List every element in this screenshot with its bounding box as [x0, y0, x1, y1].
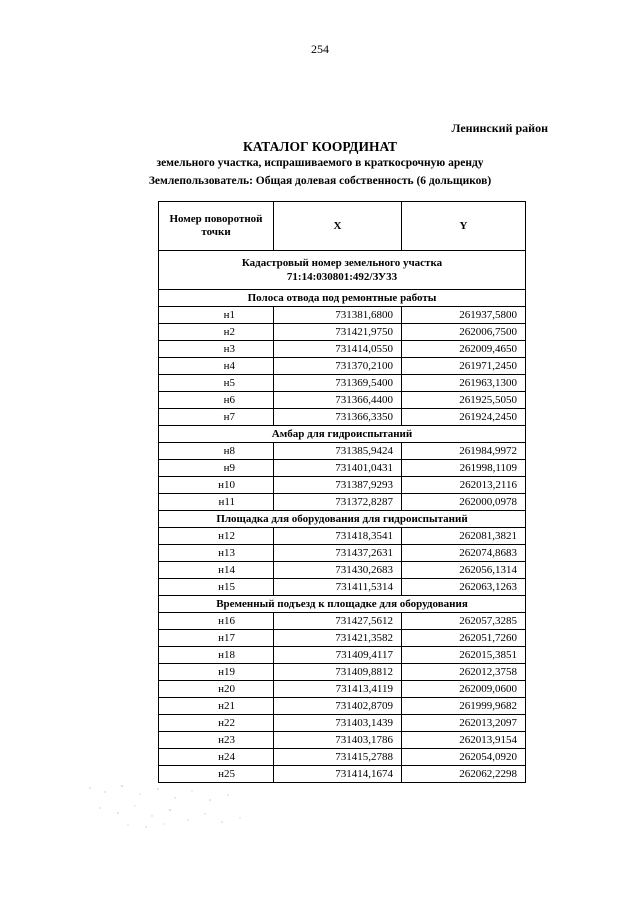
y-coordinate-cell: 261925,5050	[402, 392, 526, 409]
y-coordinate-cell: 262009,4650	[402, 341, 526, 358]
table-row	[159, 749, 526, 766]
y-coordinate-cell: 262013,2097	[402, 715, 526, 732]
table-row	[159, 494, 526, 511]
point-number-cell: н22	[159, 715, 274, 732]
y-coordinate-cell: 261999,9682	[402, 698, 526, 715]
x-coordinate-cell: 731366,4400	[274, 392, 402, 409]
y-coordinate-cell: 262056,1314	[402, 562, 526, 579]
x-coordinate-cell: 731385,9424	[274, 443, 402, 460]
point-number-cell: н3	[159, 341, 274, 358]
point-number-cell: н9	[159, 460, 274, 477]
x-coordinate-cell: 731402,8709	[274, 698, 402, 715]
y-coordinate-cell: 261963,1300	[402, 375, 526, 392]
y-coordinate-cell: 262063,1263	[402, 579, 526, 596]
section-title: Полоса отвода под ремонтные работы	[159, 290, 526, 307]
coordinates-table	[158, 201, 526, 783]
x-coordinate-cell: 731415,2788	[274, 749, 402, 766]
x-coordinate-cell: 731413,4119	[274, 681, 402, 698]
y-coordinate-cell: 262009,0600	[402, 681, 526, 698]
x-coordinate-cell: 731403,1786	[274, 732, 402, 749]
x-coordinate-cell: 731401,0431	[274, 460, 402, 477]
section-title: Площадка для оборудования для гидроиспытаний	[159, 511, 526, 528]
x-coordinate-cell: 731387,9293	[274, 477, 402, 494]
y-coordinate-cell: 262054,0920	[402, 749, 526, 766]
x-coordinate-cell: 731409,4117	[274, 647, 402, 664]
x-coordinate-cell: 731430,2683	[274, 562, 402, 579]
table-row	[159, 358, 526, 375]
point-number-cell: н4	[159, 358, 274, 375]
y-coordinate-cell: 262013,9154	[402, 732, 526, 749]
table-row	[159, 698, 526, 715]
y-coordinate-cell: 262057,3285	[402, 613, 526, 630]
table-row	[159, 409, 526, 426]
section-row	[159, 596, 526, 613]
point-number-cell: н7	[159, 409, 274, 426]
x-coordinate-cell: 731411,5314	[274, 579, 402, 596]
x-coordinate-cell: 731381,6800	[274, 307, 402, 324]
x-coordinate-cell: 731427,5612	[274, 613, 402, 630]
point-number-cell: н6	[159, 392, 274, 409]
point-number-cell: н24	[159, 749, 274, 766]
y-coordinate-cell: 261998,1109	[402, 460, 526, 477]
document-subtitle: земельного участка, испрашиваемого в краткосрочную аренду	[156, 157, 484, 169]
y-coordinate-cell: 261924,2450	[402, 409, 526, 426]
table-row	[159, 562, 526, 579]
y-coordinate-cell: 262013,2116	[402, 477, 526, 494]
table-row	[159, 341, 526, 358]
header-point-number: Номер поворотной точки	[159, 202, 274, 251]
point-number-cell: н25	[159, 766, 274, 783]
x-coordinate-cell: 731372,8287	[274, 494, 402, 511]
page-number: 254	[311, 42, 329, 56]
table-row	[159, 443, 526, 460]
table-row	[159, 630, 526, 647]
x-coordinate-cell: 731409,8812	[274, 664, 402, 681]
x-coordinate-cell: 731421,9750	[274, 324, 402, 341]
table-row	[159, 460, 526, 477]
y-coordinate-cell: 262006,7500	[402, 324, 526, 341]
x-coordinate-cell: 731369,5400	[274, 375, 402, 392]
point-number-cell: н18	[159, 647, 274, 664]
table-row	[159, 545, 526, 562]
section-row	[159, 290, 526, 307]
district-label: Ленинский район	[451, 121, 548, 135]
y-coordinate-cell: 262000,0978	[402, 494, 526, 511]
document-title: КАТАЛОГ КООРДИНАТ	[242, 139, 398, 154]
cadastral-cell	[159, 251, 526, 290]
scan-noise	[80, 780, 260, 830]
y-coordinate-cell: 262074,8683	[402, 545, 526, 562]
point-number-cell: н10	[159, 477, 274, 494]
table-row	[159, 477, 526, 494]
table-row	[159, 324, 526, 341]
point-number-cell: н1	[159, 307, 274, 324]
table-row	[159, 579, 526, 596]
point-number-cell: н19	[159, 664, 274, 681]
x-coordinate-cell: 731403,1439	[274, 715, 402, 732]
point-number-cell: н2	[159, 324, 274, 341]
section-title: Амбар для гидроиспытаний	[159, 426, 526, 443]
y-coordinate-cell: 262015,3851	[402, 647, 526, 664]
x-coordinate-cell: 731418,3541	[274, 528, 402, 545]
point-number-cell: н5	[159, 375, 274, 392]
y-coordinate-cell: 262051,7260	[402, 630, 526, 647]
point-number-cell: н20	[159, 681, 274, 698]
y-coordinate-cell: 261971,2450	[402, 358, 526, 375]
point-number-cell: н17	[159, 630, 274, 647]
point-number-cell: н11	[159, 494, 274, 511]
x-coordinate-cell: 731414,0550	[274, 341, 402, 358]
point-number-cell: н16	[159, 613, 274, 630]
point-number-cell: н23	[159, 732, 274, 749]
table-row	[159, 528, 526, 545]
y-coordinate-cell: 261937,5800	[402, 307, 526, 324]
point-number-cell: н15	[159, 579, 274, 596]
table-row	[159, 647, 526, 664]
section-row	[159, 511, 526, 528]
y-coordinate-cell: 261984,9972	[402, 443, 526, 460]
header-x: X	[274, 202, 402, 251]
section-title: Временный подъезд к площадке для оборудования	[159, 596, 526, 613]
table-row	[159, 664, 526, 681]
x-coordinate-cell: 731414,1674	[274, 766, 402, 783]
point-number-cell: н14	[159, 562, 274, 579]
x-coordinate-cell: 731437,2631	[274, 545, 402, 562]
y-coordinate-cell: 262062,2298	[402, 766, 526, 783]
table-row	[159, 613, 526, 630]
table-row	[159, 681, 526, 698]
land-user-line: Землепользователь: Общая долевая собственность (6 дольщиков)	[148, 175, 492, 187]
table-header-row	[159, 202, 526, 251]
point-number-cell: н8	[159, 443, 274, 460]
table-row	[159, 307, 526, 324]
point-number-cell: н21	[159, 698, 274, 715]
table-row	[159, 715, 526, 732]
table-row	[159, 392, 526, 409]
header-y: Y	[402, 202, 526, 251]
cadastral-label: Кадастровый номер земельного участка	[241, 257, 443, 269]
y-coordinate-cell: 262012,3758	[402, 664, 526, 681]
x-coordinate-cell: 731421,3582	[274, 630, 402, 647]
cadastral-row	[159, 251, 526, 290]
x-coordinate-cell: 731370,2100	[274, 358, 402, 375]
x-coordinate-cell: 731366,3350	[274, 409, 402, 426]
section-row	[159, 426, 526, 443]
cadastral-number: 71:14:030801:492/ЗУ33	[286, 271, 398, 283]
point-number-cell: н12	[159, 528, 274, 545]
point-number-cell: н13	[159, 545, 274, 562]
table-row	[159, 375, 526, 392]
y-coordinate-cell: 262081,3821	[402, 528, 526, 545]
table-row	[159, 732, 526, 749]
